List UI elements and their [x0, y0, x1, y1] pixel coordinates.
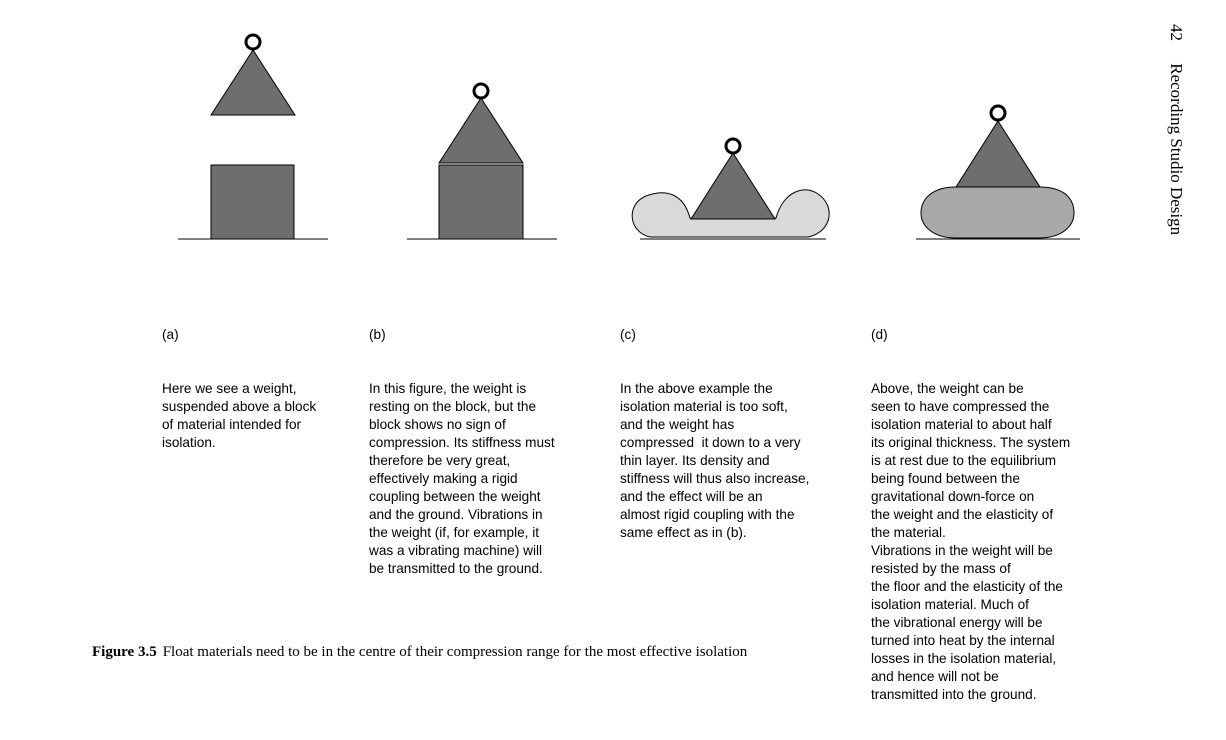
panel-c-caption	[620, 290, 809, 578]
panel-a-hanging-ring	[246, 35, 260, 49]
panel-a-weight	[211, 50, 295, 115]
figure-illustrations	[0, 0, 1226, 290]
panel-a-illustration	[178, 35, 328, 239]
panel-b-weight	[439, 98, 523, 163]
panel-d-caption	[871, 290, 1070, 740]
figure-number: Figure 3.5	[92, 644, 157, 660]
panel-a-isolation-block	[211, 165, 294, 239]
page-number: 42	[1167, 24, 1186, 41]
panel-b-illustration	[407, 84, 557, 239]
panel-b-text: In this figure, the weight is resting on the block, but the block shows no sign of compression. Its stiffness must therefore be very great, effectively making a rigid coupling between the weight and the ground. Vibrations in the weight (if, for example, it was a vibrating machine) will be transmitted to the ground.	[369, 381, 555, 576]
panel-d-label: (d)	[871, 327, 888, 342]
panel-c-label: (c)	[620, 327, 636, 342]
book-title: Recording Studio Design	[1167, 63, 1186, 236]
panel-a-text: Here we see a weight, suspended above a block of material intended for isolation.	[162, 381, 317, 450]
panel-c-weight	[691, 153, 775, 219]
panel-a-caption	[162, 290, 316, 488]
panel-d-text: Above, the weight can be seen to have compressed the isolation material to about half its original thickness. The system is at rest due to the equilibrium being found between the gravitational down-force on the weight and the elasticity of the material. Vibrations in the weight will be resisted by the mass of the floor and the elasticity of the isolation material. Much of the vibrational energy will be turned into heat by the internal losses in the isolation material, and hence will not be transmitted into the ground.	[871, 381, 1071, 702]
panel-a-label: (a)	[162, 327, 179, 342]
panel-d-weight	[956, 121, 1040, 187]
panel-c-illustration	[632, 139, 829, 239]
panel-b-hanging-ring	[474, 84, 488, 98]
running-head	[1166, 24, 1186, 235]
panel-d-isolation-material	[921, 187, 1074, 238]
panel-d-hanging-ring	[991, 106, 1005, 120]
panel-c-text: In the above example the isolation material is too soft, and the weight has compressed it down to a very thin layer. Its density and stiffness will thus also increase, and the effect will be an almost rigid coupling with the same effect as in (b).	[620, 381, 810, 540]
panel-b-label: (b)	[369, 327, 386, 342]
panel-d-illustration	[916, 106, 1080, 239]
panel-c-hanging-ring	[726, 139, 740, 153]
panel-b-isolation-block	[439, 165, 523, 239]
figure-caption-text: Float materials need to be in the centre of their compression range for the most effective isolation	[162, 644, 748, 660]
panel-b-caption	[369, 290, 555, 614]
figure-caption	[92, 644, 747, 661]
